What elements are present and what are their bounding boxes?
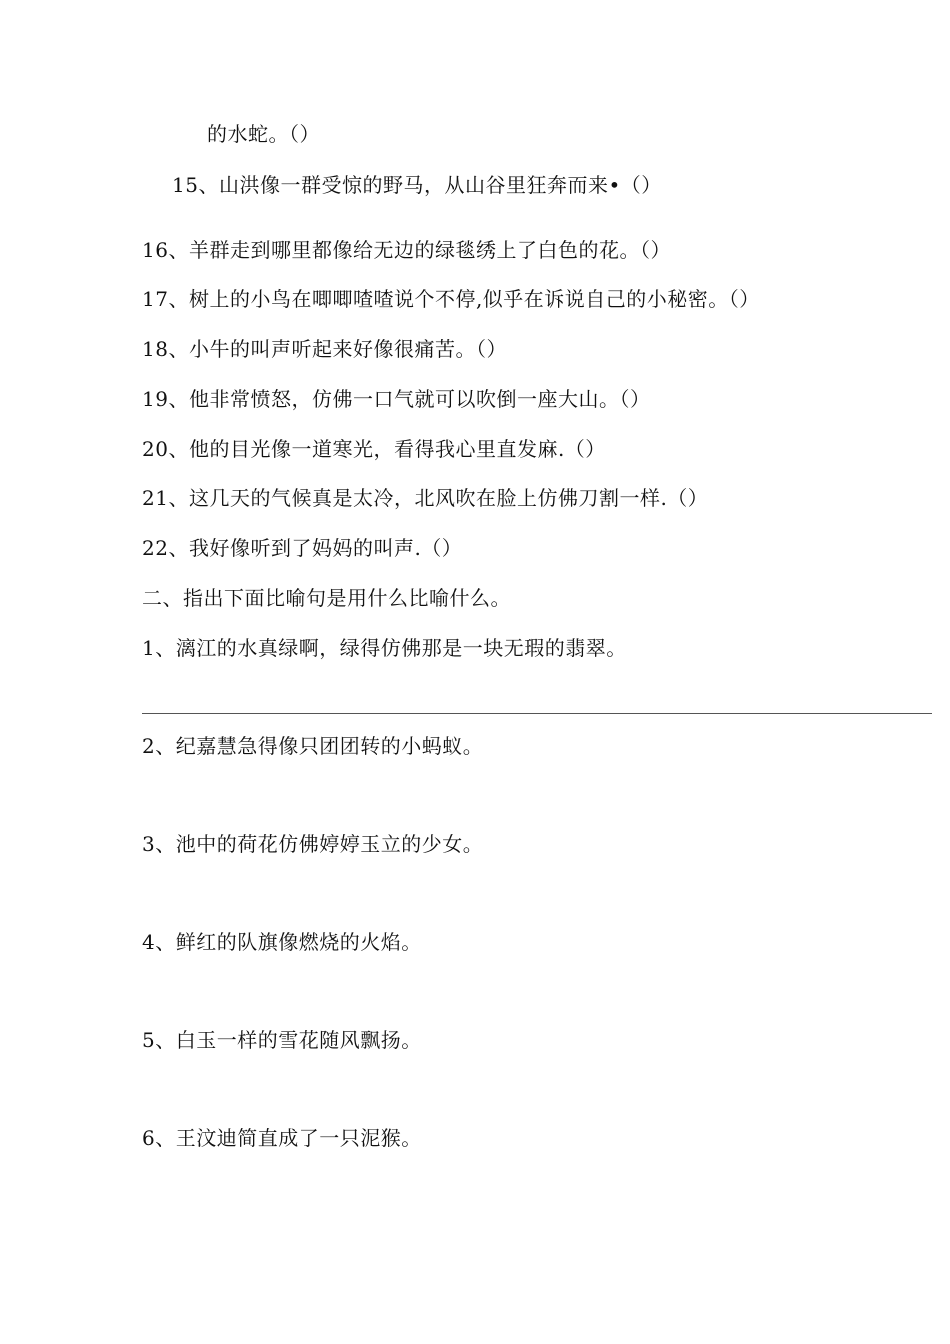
question-1: 1、漓江的水真绿啊，绿得仿佛那是一块无瑕的翡翠。: [142, 636, 627, 660]
item-18: 18、小牛的叫声听起来好像很痛苦。（）: [142, 337, 507, 361]
item-17: 17、树上的小鸟在唧唧喳喳说个不停,似乎在诉说自己的小秘密。（）: [142, 287, 760, 311]
question-2: 2、纪嘉慧急得像只团团转的小蚂蚁。: [142, 734, 484, 758]
answer-line: [142, 713, 932, 714]
item-14-continuation: 的水蛇。（）: [207, 122, 320, 146]
question-4: 4、鲜红的队旗像燃烧的火焰。: [142, 930, 422, 954]
question-6: 6、王汶迪简直成了一只泥猴。: [142, 1126, 422, 1150]
item-21: 21、这几天的气候真是太冷，北风吹在脸上仿佛刀割一样.（）: [142, 486, 709, 510]
question-5: 5、白玉一样的雪花随风飘扬。: [142, 1028, 422, 1052]
item-19: 19、他非常愤怒，仿佛一口气就可以吹倒一座大山。（）: [142, 387, 651, 411]
section-2-heading: 二、指出下面比喻句是用什么比喻什么。: [142, 586, 511, 610]
item-22: 22、我好像听到了妈妈的叫声.（）: [142, 536, 463, 560]
question-3: 3、池中的荷花仿佛婷婷玉立的少女。: [142, 832, 484, 856]
item-16: 16、羊群走到哪里都像给无边的绿毯绣上了白色的花。（）: [142, 238, 671, 262]
item-20: 20、他的目光像一道寒光，看得我心里直发麻.（）: [142, 437, 606, 461]
item-15: 15、山洪像一群受惊的野马，从山谷里狂奔而来•（）: [172, 173, 662, 197]
